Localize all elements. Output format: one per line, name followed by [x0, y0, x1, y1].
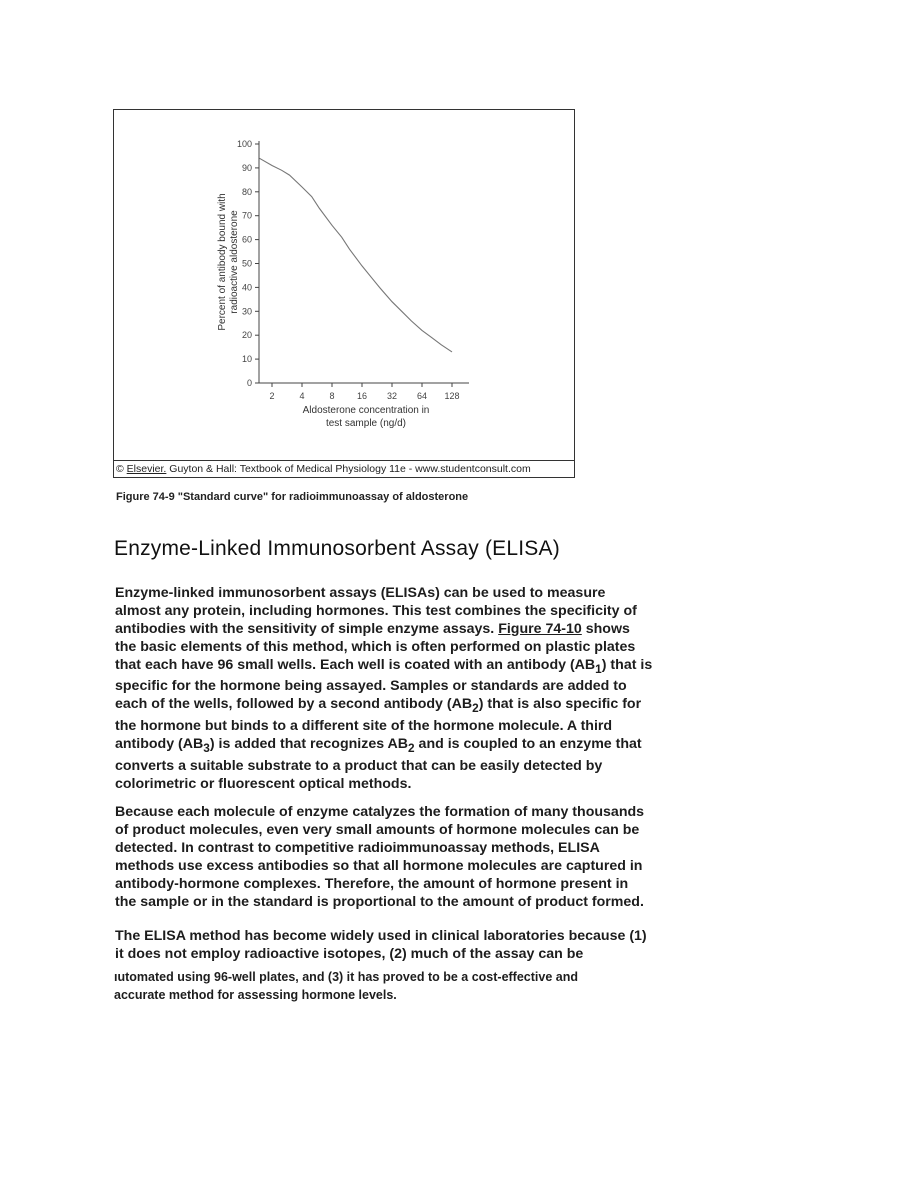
text-line: of product molecules, even very small amounts of hormone molecules can be [115, 821, 640, 838]
text-span: each of the wells, followed by a second antibody (AB [115, 696, 473, 713]
text-line: the sample or in the standard is proportional to the amount of product formed. [115, 893, 644, 910]
paragraph-elisa-intro [115, 585, 715, 793]
text-span: antibodies with the sensitivity of simple enzyme assays. [115, 620, 495, 637]
y-tick-label: 30 [241, 306, 252, 317]
y-tick-label: 40 [241, 282, 252, 293]
x-tick-label: 8 [329, 391, 335, 401]
text-line: it does not employ radioactive isotopes, (2) much of the assay can be [115, 945, 584, 962]
standard-curve-chart [114, 110, 574, 462]
text-line: converts a suitable substrate to a product that can be easily detected by [115, 757, 603, 774]
text-line [115, 696, 715, 718]
text-line: antibody-hormone complexes. Therefore, the amount of hormone present in [115, 875, 629, 892]
text-line: accurate method for assessing hormone levels. [114, 988, 397, 1002]
subscript: 2 [408, 740, 415, 755]
y-tick-label: 80 [241, 186, 252, 197]
y-tick-label: 100 [236, 139, 252, 149]
copyright-symbol: © [116, 463, 124, 475]
text-line [115, 621, 715, 639]
x-tick-label: 16 [356, 391, 368, 401]
y-tick-label: 10 [241, 354, 252, 365]
x-tick-label: 2 [269, 391, 275, 401]
x-axis-ticks [269, 383, 459, 401]
x-tick-label: 64 [416, 391, 428, 401]
figure-74-10-link[interactable]: Figure 74-10 [498, 620, 582, 637]
text-line: Because each molecule of enzyme catalyzes the formation of many thousands [115, 804, 645, 820]
paragraph-elisa-sensitivity [115, 804, 715, 911]
x-tick-label: 128 [444, 391, 460, 401]
y-axis-label-line2: radioactive aldosterone [229, 210, 240, 314]
text-line: colorimetric or fluorescent optical methods. [115, 775, 412, 792]
x-axis-label-line2: test sample (ng/d) [325, 418, 407, 429]
x-tick-label: 4 [299, 391, 305, 401]
text-line: specific for the hormone being assayed. Samples or standards are added to [115, 678, 627, 695]
text-span: ) that is [601, 656, 653, 673]
credit-publisher: Elsevier. [126, 463, 167, 475]
y-tick-label: 0 [246, 378, 252, 388]
section-heading: Enzyme-Linked Immunosorbent Assay (ELISA) [114, 537, 560, 560]
y-tick-label: 60 [241, 234, 252, 245]
paragraph-elisa-automation [114, 968, 674, 1004]
text-line: almost any protein, including hormones. This test combines the specificity of [115, 602, 637, 619]
text-line: detected. In contrast to competitive radioimmunoassay methods, ELISA [115, 839, 600, 856]
y-tick-label: 20 [241, 330, 252, 341]
text-span: shows [585, 620, 630, 637]
subscript: 2 [472, 701, 479, 716]
y-axis-ticks [237, 139, 259, 388]
copyright-credit [114, 460, 574, 477]
text-span: antibody (AB [115, 735, 204, 752]
text-line: ıutomated using 96-well plates, and (3) it has proved to be a cost-effective and [114, 970, 578, 984]
x-tick-label: 32 [386, 391, 398, 401]
text-line: the hormone but binds to a different site of the hormone molecule. A third [115, 718, 613, 734]
text-line: the basic elements of this method, which is often performed on plastic plates [115, 638, 636, 655]
text-line: The ELISA method has become widely used in clinical laboratories because (1) [115, 928, 647, 944]
y-axis-label-line1: Percent of antibody bound with [217, 193, 228, 331]
text-line [115, 736, 715, 758]
x-axis-label-line1: Aldosterone concentration in [302, 405, 430, 416]
text-span: that each have 96 small wells. Each well is coated with an antibody (AB [115, 656, 596, 673]
credit-text: Guyton & Hall: Textbook of Medical Physiology 11e - www.studentconsult.com [166, 463, 531, 475]
text-line [115, 657, 715, 679]
y-tick-label: 70 [241, 210, 252, 221]
paragraph-elisa-clinical [115, 928, 715, 964]
y-tick-label: 90 [241, 162, 252, 173]
text-line: methods use excess antibodies so that all hormone molecules are captured in [115, 857, 643, 874]
figure-box [113, 109, 575, 478]
text-span: ) is added that recognizes AB [209, 735, 409, 752]
text-span: and is coupled to an enzyme that [414, 735, 642, 752]
subscript: 1 [595, 661, 602, 676]
text-span: ) that is also specific for [478, 696, 642, 713]
y-tick-label: 50 [241, 258, 252, 269]
standard-curve-line [260, 158, 453, 352]
text-line: Enzyme-linked immunosorbent assays (ELISAs) can be used to measure [115, 585, 606, 601]
figure-caption: Figure 74-9 "Standard curve" for radioimmunoassay of aldosterone [116, 491, 469, 503]
subscript: 3 [203, 740, 210, 755]
